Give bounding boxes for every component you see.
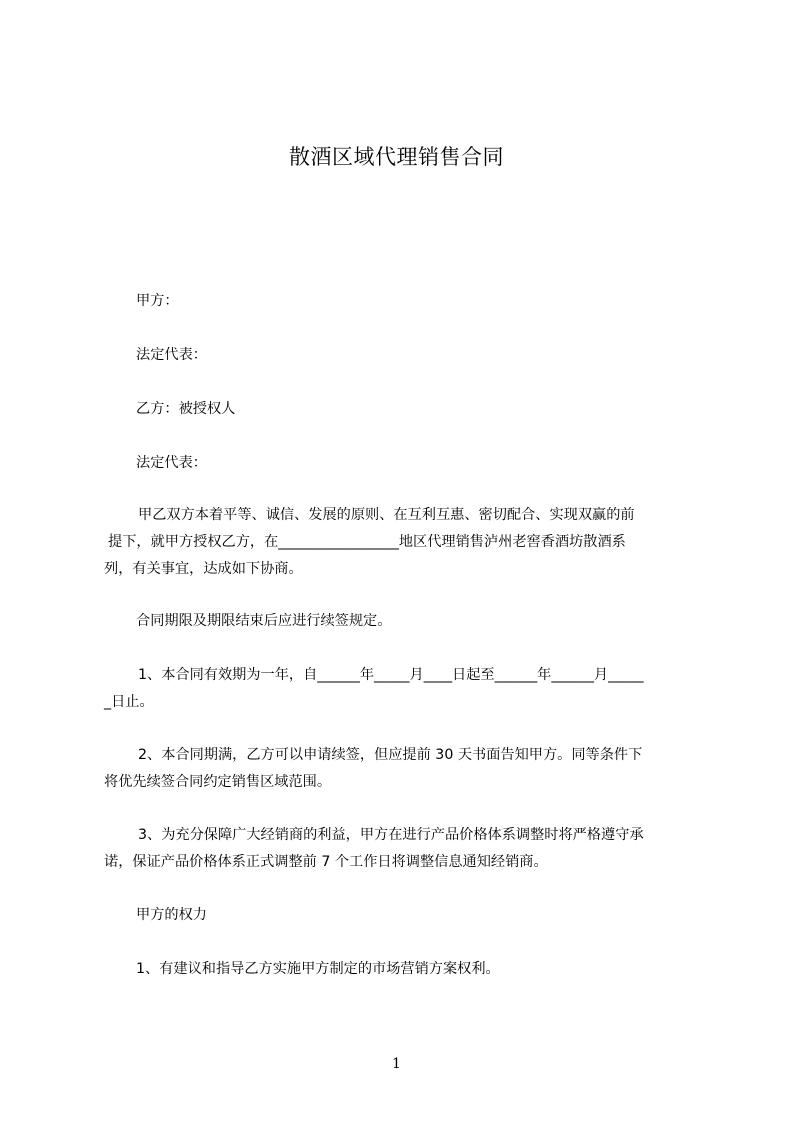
party-b-label: 乙方：被授权人 [136, 401, 236, 417]
party-a-label: 甲方： [136, 293, 179, 309]
rights-item-1: 1、有建议和指导乙方实施甲方制定的市场营销方案权利。 [136, 961, 500, 977]
intro-paragraph-line: 列，有关事宜，达成如下协商。 [104, 561, 303, 577]
term-section-heading: 合同期限及期限结束后应进行续签规定。 [136, 613, 392, 629]
term-item-3-line: 诺，保证产品价格体系正式调整前 7 个工作日将调整信息通知经销商。 [104, 854, 548, 870]
intro-paragraph-line: 甲乙双方本着平等、诚信、发展的原则、在互利互惠、密切配合、实现双赢的前 [138, 507, 635, 523]
term-item-2-line: 2、本合同期满，乙方可以申请续签，但应提前 30 天书面告知甲方。同等条件下 [138, 747, 643, 763]
party-a-representative-label: 法定代表： [136, 347, 207, 363]
term-item-1-line: _日止。 [104, 694, 154, 710]
intro-paragraph-line: 提下，就甲方授权乙方，在_________________地区代理销售泸州老窖香酒坊散酒系 [108, 534, 626, 550]
document-title: 散酒区域代理销售合同 [289, 145, 504, 169]
party-b-representative-label: 法定代表： [136, 455, 207, 471]
page-number: 1 [392, 1056, 401, 1072]
term-item-3-line: 3、为充分保障广大经销商的利益，甲方在进行产品价格体系调整时将严格遵守承 [138, 827, 644, 843]
term-item-2-line: 将优先续签合同约定销售区域范围。 [104, 774, 332, 790]
rights-section-heading: 甲方的权力 [136, 907, 207, 923]
term-item-1-line: 1、本合同有效期为一年，自______年_____月____日起至______年______月_____ [138, 667, 644, 683]
